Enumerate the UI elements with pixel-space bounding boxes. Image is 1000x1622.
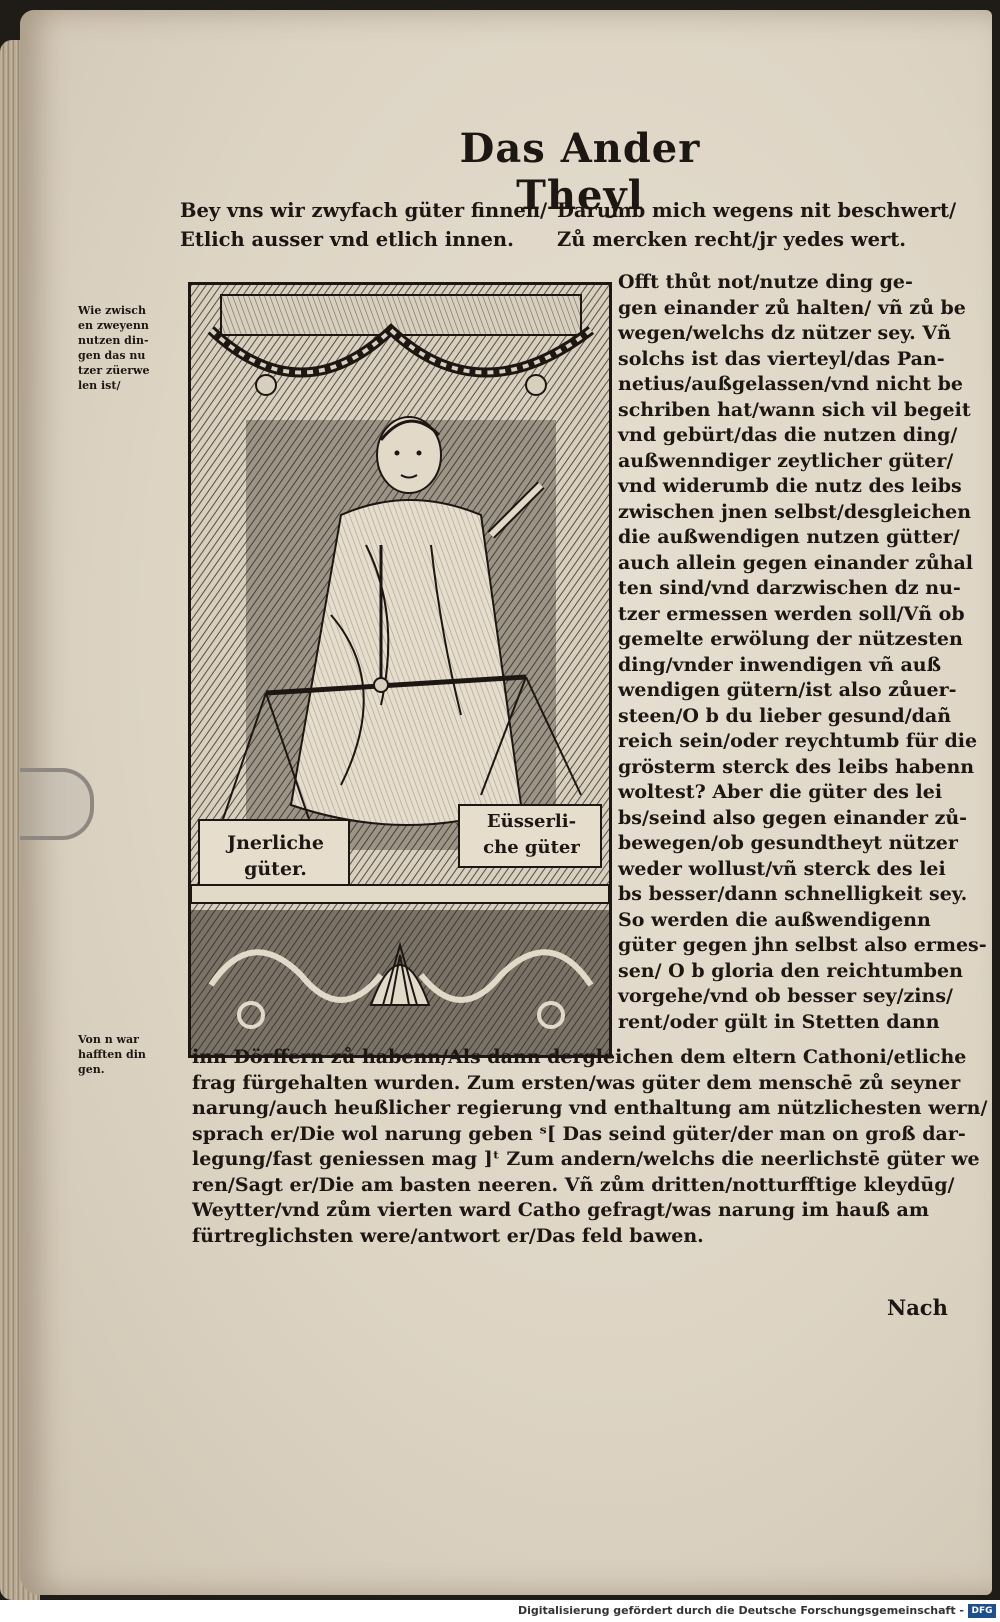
margin-note-line: hafften din bbox=[78, 1048, 146, 1061]
full-width-text bbox=[192, 1045, 988, 1249]
margin-note-line: tzer züerwe bbox=[78, 364, 150, 377]
text-line: bewegen/ob gesundtheyt nützer bbox=[618, 832, 958, 854]
margin-note-line: gen das nu bbox=[78, 349, 146, 362]
verse-line: Darumb mich wegens nit beschwert/ bbox=[557, 199, 957, 222]
text-line: narung/auch heußlicher regierung vnd enthaltung am nützlichesten wern/ bbox=[192, 1097, 988, 1119]
woodcut-label-inner-goods bbox=[213, 830, 338, 882]
text-line: netius/außgelassen/vnd nicht be bbox=[618, 373, 963, 395]
paper-clip bbox=[20, 768, 94, 840]
woodcut-label-line: güter. bbox=[244, 858, 307, 880]
margin-note-line: nutzen din- bbox=[78, 334, 149, 347]
text-line: tzer ermessen werden soll/Vñ ob bbox=[618, 602, 965, 625]
digitization-footer bbox=[0, 1600, 1000, 1622]
text-line: bs/seind also gegen einander zů- bbox=[618, 806, 968, 829]
woodcut-label-line: che güter bbox=[483, 837, 580, 858]
text-line: ren/Sagt er/Die am basten neeren. Vñ zům dritten/notturfftige kleydūg/ bbox=[192, 1173, 955, 1196]
text-line: güter gegen jhn selbst also ermes- bbox=[618, 934, 987, 956]
text-line: woltest? Aber die güter des lei bbox=[618, 781, 943, 803]
text-line: grösterm sterck des leibs habenn bbox=[618, 755, 975, 778]
text-line: vorgehe/vnd ob besser sey/zins/ bbox=[618, 985, 953, 1007]
margin-note-line: len ist/ bbox=[78, 379, 121, 392]
margin-note-line: gen. bbox=[78, 1063, 105, 1076]
text-line: bs besser/dann schnelligkeit sey. bbox=[618, 883, 968, 905]
woodcut-drawing bbox=[191, 285, 609, 1055]
verse-line: Etlich ausser vnd etlich innen. bbox=[180, 228, 514, 251]
woodcut-label-line: Jnerliche bbox=[227, 832, 324, 854]
text-line: schriben hat/wann sich vil begeit bbox=[618, 398, 971, 421]
text-line: frag fürgehalten wurden. Zum ersten/was güter dem menschē zů seyner bbox=[192, 1071, 961, 1094]
margin-note-line: Von n war bbox=[78, 1033, 139, 1046]
catchword: Nach bbox=[887, 1295, 948, 1320]
text-line: steen/O b du lieber gesund/dañ bbox=[618, 704, 952, 727]
margin-note-first bbox=[78, 303, 149, 393]
text-line: zwischen jnen selbst/desgleichen bbox=[618, 500, 972, 523]
dfg-logo: DFG bbox=[968, 1604, 996, 1618]
text-line: reich sein/oder reychtumb für die bbox=[618, 730, 978, 752]
woodcut-label-line: Eüsserli- bbox=[486, 811, 577, 832]
text-line: rent/oder gült in Stetten dann bbox=[618, 1010, 940, 1033]
margin-note-second bbox=[78, 1032, 146, 1077]
text-line: außwenndiger zeytlicher güter/ bbox=[618, 449, 954, 472]
woodcut-label-outer-goods bbox=[469, 809, 594, 861]
text-line: fürtreglichsten were/antwort er/Das feld bawen. bbox=[192, 1224, 704, 1247]
page-heading: Das Ander Theyl bbox=[459, 125, 701, 219]
footer-credit: Digitalisierung gefördert durch die Deutsche Forschungsgemeinschaft - bbox=[517, 1604, 964, 1617]
text-line: inn Dörffern zů habenn/Als dann dergleichen dem eltern Cathoni/etliche bbox=[192, 1046, 967, 1068]
text-line: wegen/welchs dz nützer sey. Vñ bbox=[618, 322, 951, 344]
text-line: weder wollust/vñ sterck des lei bbox=[618, 857, 946, 880]
text-line: gen einander zů halten/ vñ zů be bbox=[618, 296, 966, 319]
woodcut-illustration bbox=[188, 282, 612, 1058]
verse-line: Bey vns wir zwyfach güter finnen/ bbox=[180, 199, 548, 222]
text-line: auch allein gegen einander zůhal bbox=[618, 551, 973, 574]
text-line: ten sind/vnd darzwischen dz nu- bbox=[618, 577, 961, 599]
text-line: vnd widerumb die nutz des leibs bbox=[618, 475, 962, 497]
text-line: So werden die außwendigenn bbox=[618, 908, 931, 931]
page bbox=[20, 10, 992, 1595]
text-line: die außwendigen nutzen gütter/ bbox=[618, 526, 960, 548]
verse-left bbox=[180, 196, 547, 254]
text-line: sen/ O b gloria den reichtumben bbox=[618, 959, 963, 982]
text-line: sprach er/Die wol narung geben ˢ[ Das seind güter/der man on groß dar- bbox=[192, 1122, 966, 1145]
text-line: Offt thůt not/nutze ding ge- bbox=[618, 271, 913, 293]
text-line: gemelte erwölung der nützesten bbox=[618, 628, 963, 650]
text-line: Weytter/vnd zům vierten ward Catho gefragt/was narung im hauß am bbox=[192, 1199, 929, 1221]
margin-note-line: en zweyenn bbox=[78, 319, 149, 332]
text-line: legung/fast geniessen mag ]ᵗ Zum andern/welchs die neerlichstē güter we bbox=[192, 1148, 980, 1170]
margin-note-line: Wie zwisch bbox=[78, 304, 146, 317]
verse-right bbox=[557, 196, 956, 254]
text-line: wendigen gütern/ist also zůuer- bbox=[618, 679, 957, 701]
column-text bbox=[618, 270, 987, 1035]
text-line: ding/vnder inwendigen vñ auß bbox=[618, 653, 942, 676]
verse-line: Zů mercken recht/jr yedes wert. bbox=[557, 228, 907, 251]
text-line: solchs ist das vierteyl/das Pan- bbox=[618, 347, 945, 370]
text-line: vnd gebürt/das die nutzen ding/ bbox=[618, 424, 958, 446]
